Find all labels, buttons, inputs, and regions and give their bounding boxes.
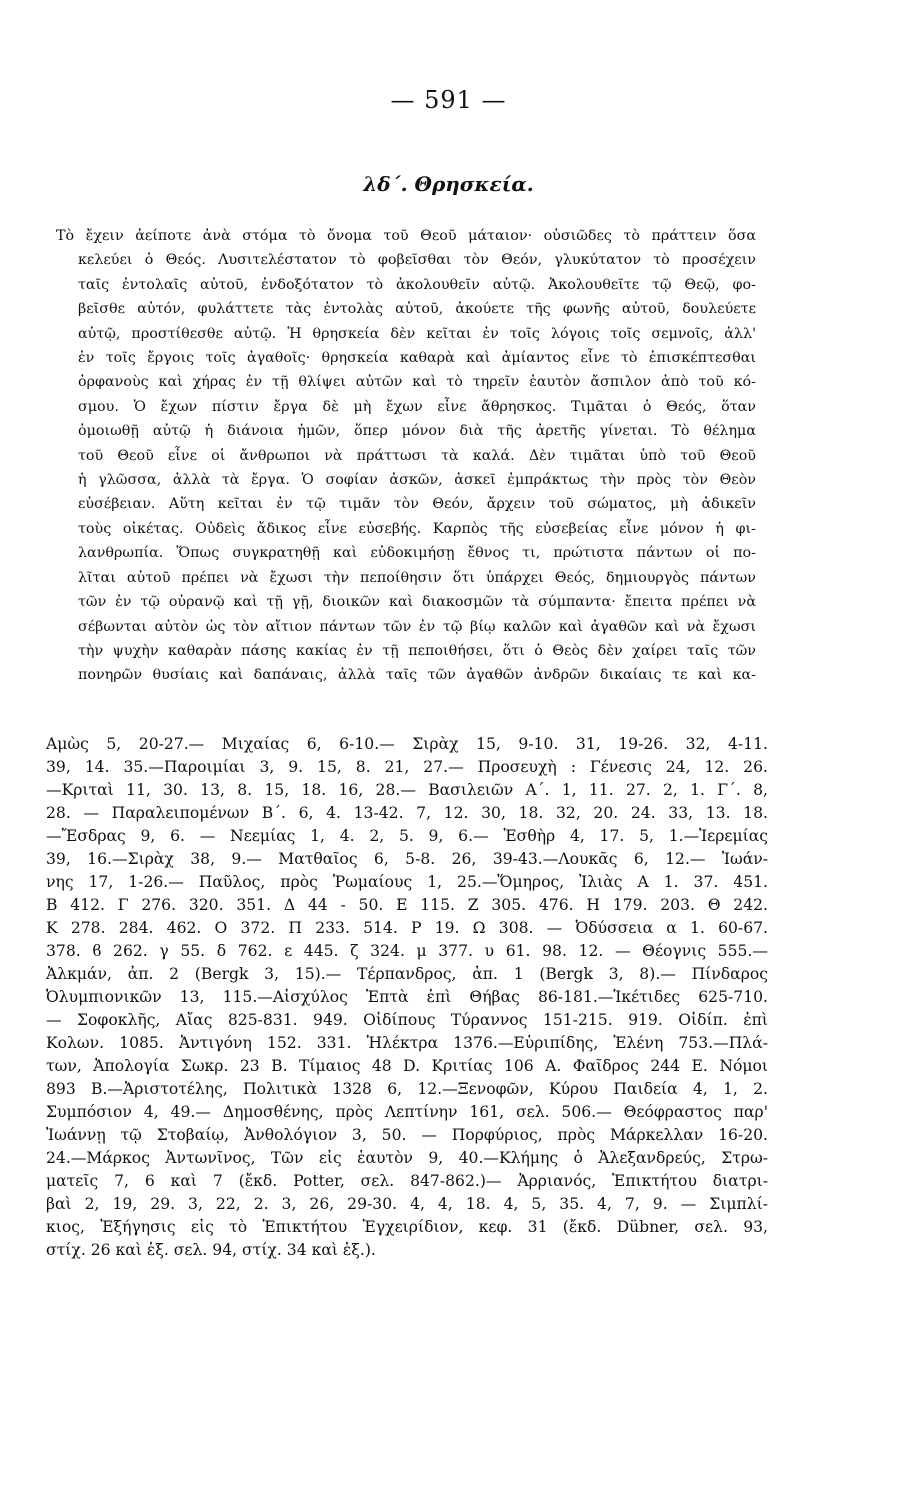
reference-line: των, Ἀπολογία Σωκρ. 23 Β. Τίμαιος 48 D. Κριτίας 106 Α. Φαῖδρος 244 Ε. Νόμοι [46,1057,768,1075]
reference-line: Ἰωάννῃ τῷ Στοβαίῳ, Ἀνθολόγιον 3, 50. — Πορφύριος, πρὸς Μάρκελλαν 16-20. [46,1126,768,1144]
reference-line: 378. ϐ 262. γ 55. δ 762. ε 445. ζ 324. μ 377. υ 61. 98. 12. — Θέογνις 555.— [46,942,768,960]
text-line: Τὸ ἔχειν ἀείποτε ἀνὰ στόμα τὸ ὄνομα τοῦ Θεοῦ μάταιον· οὐσιῶδες τὸ πράττειν ὅσα [56,228,756,244]
reference-line: 24.—Μάρκος Ἀντωνῖνος, Τῶν εἰς ἑαυτὸν 9, 40.—Κλήμης ὁ Ἀλεξανδρεύς, Στρω- [46,1149,768,1167]
text-line: ὀρφανοὺς καὶ χήρας ἐν τῇ θλίψει αὐτῶν καὶ τὸ τηρεῖν ἑαυτὸν ἄσπιλον ἀπὸ τοῦ κό- [78,374,756,391]
text-line: βεῖσθε αὐτόν, φυλάττετε τὰς ἐντολὰς αὐτοῦ, ἀκούετε τῆς φωνῆς αὐτοῦ, δουλεύετε [78,301,756,318]
reference-line: ματεῖς 7, 6 καὶ 7 (ἔκδ. Potter, σελ. 847-862.)— Ἀρριανός, Ἐπικτήτου διατρι- [46,1172,768,1190]
reference-line: στίχ. 26 καὶ ἑξ. σελ. 94, στίχ. 34 καὶ ἑξ.). [46,1241,376,1259]
reference-line: —Ἔσδρας 9, 6. — Νεεμίας 1, 4. 2, 5. 9, 6.— Ἐσθὴρ 4, 17. 5, 1.—Ἱερεμίας [46,827,768,845]
reference-line: βαὶ 2, 19, 29. 3, 22, 2. 3, 26, 29-30. 4, 4, 18. 4, 5, 35. 4, 7, 9. — Σιμπλί- [46,1195,768,1213]
text-line: ταῖς ἐντολαῖς αὐτοῦ, ἐνδοξότατον τὸ ἀκολουθεῖν αὐτῷ. Ἀκολουθεῖτε τῷ Θεῷ, φο- [78,276,756,293]
text-line: εὐσέβειαν. Αὕτη κεῖται ἐν τῷ τιμᾶν τὸν Θεόν, ἄρχειν τοῦ σώματος, μὴ ἀδικεῖν [78,496,756,513]
main-paragraph [56,224,756,688]
reference-line: 39, 16.—Σιρὰχ 38, 9.— Ματθαῖος 6, 5-8. 26, 39-43.—Λουκᾶς 6, 12.— Ἰωάν- [46,850,768,868]
text-line: τὴν ψυχὴν καθαρὰν πάσης κακίας ἐν τῇ πεποιθήσει, ὅτι ὁ Θεὸς δὲν χαίρει ταῖς τῶν [78,642,756,659]
reference-line: Συμπόσιον 4, 49.— Δημοσθένης, πρὸς Λεπτίνην 161, σελ. 506.— Θεόφραστος παρ' [46,1103,768,1121]
reference-line: κιος, Ἐξήγησις εἰς τὸ Ἐπικτήτου Ἐγχειρίδιον, κεφ. 31 (ἔκδ. Dübner, σελ. 93, [46,1218,768,1236]
text-line: ἐν τοῖς ἔργοις τοῖς ἀγαθοῖς· θρησκεία καθαρὰ καὶ ἀμίαντος εἶνε τὸ ἐπισκέπτεσθαι [78,350,756,367]
reference-line: Αμὼς 5, 20-27.— Μιχαίας 6, 6-10.— Σιρὰχ 15, 9-10. 31, 19-26. 32, 4-11. [46,735,768,753]
text-line: ὁμοιωθῇ αὐτῷ ἡ διάνοια ἡμῶν, ὅπερ μόνον διὰ τῆς ἀρετῆς γίνεται. Τὸ θέλημα [78,423,756,440]
reference-line: —Κριταὶ 11, 30. 13, 8. 15, 18. 16, 28.— Βασιλειῶν Α΄. 1, 11. 27. 2, 1. Γ΄. 8, [46,781,768,799]
page-number: — 591 — [390,86,507,114]
text-line: αὐτῷ, προστίθεσθε αὐτῷ. Ἡ θρησκεία δὲν κεῖται ἐν τοῖς λόγοις τοῖς σεμνοῖς, ἀλλ' [78,325,756,342]
text-line: τοὺς οἰκέτας. Οὐδεὶς ἄδικος εἶνε εὐσεβής. Καρπὸς τῆς εὐσεβείας εἶνε μόνον ἡ φι- [78,520,756,537]
text-line: λανθρωπία. Ὅπως συγκρατηθῇ καὶ εὐδοκιμήσῃ ἔθνος τι, πρώτιστα πάντων οἱ πο- [78,545,756,562]
reference-line: 893 Β.—Ἀριστοτέλης, Πολιτικὰ 1328 6, 12.—Ξενοφῶν, Κύρου Παιδεία 4, 1, 2. [46,1080,768,1098]
text-line: σέβωνται αὐτὸν ὡς τὸν αἴτιον πάντων τῶν ἐν τῷ βίῳ καλῶν καὶ ἀγαθῶν καὶ νὰ ἔχωσι [78,618,756,635]
text-line: κελεύει ὁ Θεός. Λυσιτελέστατον τὸ φοβεῖσθαι τὸν Θεόν, γλυκύτατον τὸ προσέχειν [78,252,756,269]
text-line: σμου. Ὁ ἔχων πίστιν ἔργα δὲ μὴ ἔχων εἶνε ἄθρησκος. Τιμᾶται ὁ Θεός, ὅταν [78,398,756,415]
reference-line: 28. — Παραλειπομένων Β΄. 6, 4. 13-42. 7, 12. 30, 18. 32, 20. 24. 33, 13. 18. [46,804,768,822]
text-line: λῖται αὐτοῦ πρέπει νὰ ἔχωσι τὴν πεποίθησιν ὅτι ὑπάρχει Θεός, δημιουργὸς πάντων [78,569,756,586]
reference-line: Ἀλκμάν, ἀπ. 2 (Bergk 3, 15).— Τέρπανδρος, ἀπ. 1 (Bergk 3, 8).— Πίνδαρος [46,965,768,983]
references-block [46,733,768,1262]
text-line: τῶν ἐν τῷ οὐρανῷ καὶ τῇ γῇ, διοικῶν καὶ διακοσμῶν τὰ σύμπαντα· ἔπειτα πρέπει νὰ [78,594,756,611]
reference-line: Κολων. 1085. Ἀντιγόνη 152. 331. Ἠλέκτρα 1376.—Εὐριπίδης, Ἑλένη 753.—Πλά- [46,1034,768,1052]
reference-line: — Σοφοκλῆς, Αἴας 825-831. 949. Οἰδίπους Τύραννος 151-215. 919. Οἰδίπ. ἐπὶ [46,1011,768,1029]
section-title: λδ΄. Θρησκεία. [363,172,534,196]
text-line: πονηρῶν θυσίαις καὶ δαπάναις, ἀλλὰ ταῖς τῶν ἀγαθῶν ἀνδρῶν δικαίαις τε καὶ κα- [78,667,756,684]
text-line: ἡ γλῶσσα, ἀλλὰ τὰ ἔργα. Ὁ σοφίαν ἀσκῶν, ἀσκεῖ ἐμπράκτως τὴν πρὸς τὸν Θεὸν [78,472,756,489]
reference-line: νης 17, 1-26.— Παῦλος, πρὸς Ῥωμαίους 1, 25.—Ὅμηρος, Ἰλιὰς Α 1. 37. 451. [46,873,768,891]
reference-line: Ὀλυμπιονικῶν 13, 115.—Αἰσχύλος Ἑπτὰ ἐπὶ Θήβας 86-181.—Ἱκέτιδες 625-710. [46,988,768,1006]
reference-line: 39, 14. 35.—Παροιμίαι 3, 9. 15, 8. 21, 27.— Προσευχὴ : Γένεσις 24, 12. 26. [46,758,768,776]
text-line: τοῦ Θεοῦ εἶνε οἱ ἄνθρωποι νὰ πράττωσι τὰ καλά. Δὲν τιμᾶται ὑπὸ τοῦ Θεοῦ [78,447,756,464]
reference-line: Β 412. Γ 276. 320. 351. Δ 44 - 50. Ε 115. Ζ 305. 476. Η 179. 203. Θ 242. [46,896,768,914]
reference-line: Κ 278. 284. 462. Ο 372. Π 233. 514. Ρ 19. Ω 308. — Ὀδύσσεια α 1. 60-67. [46,919,768,937]
